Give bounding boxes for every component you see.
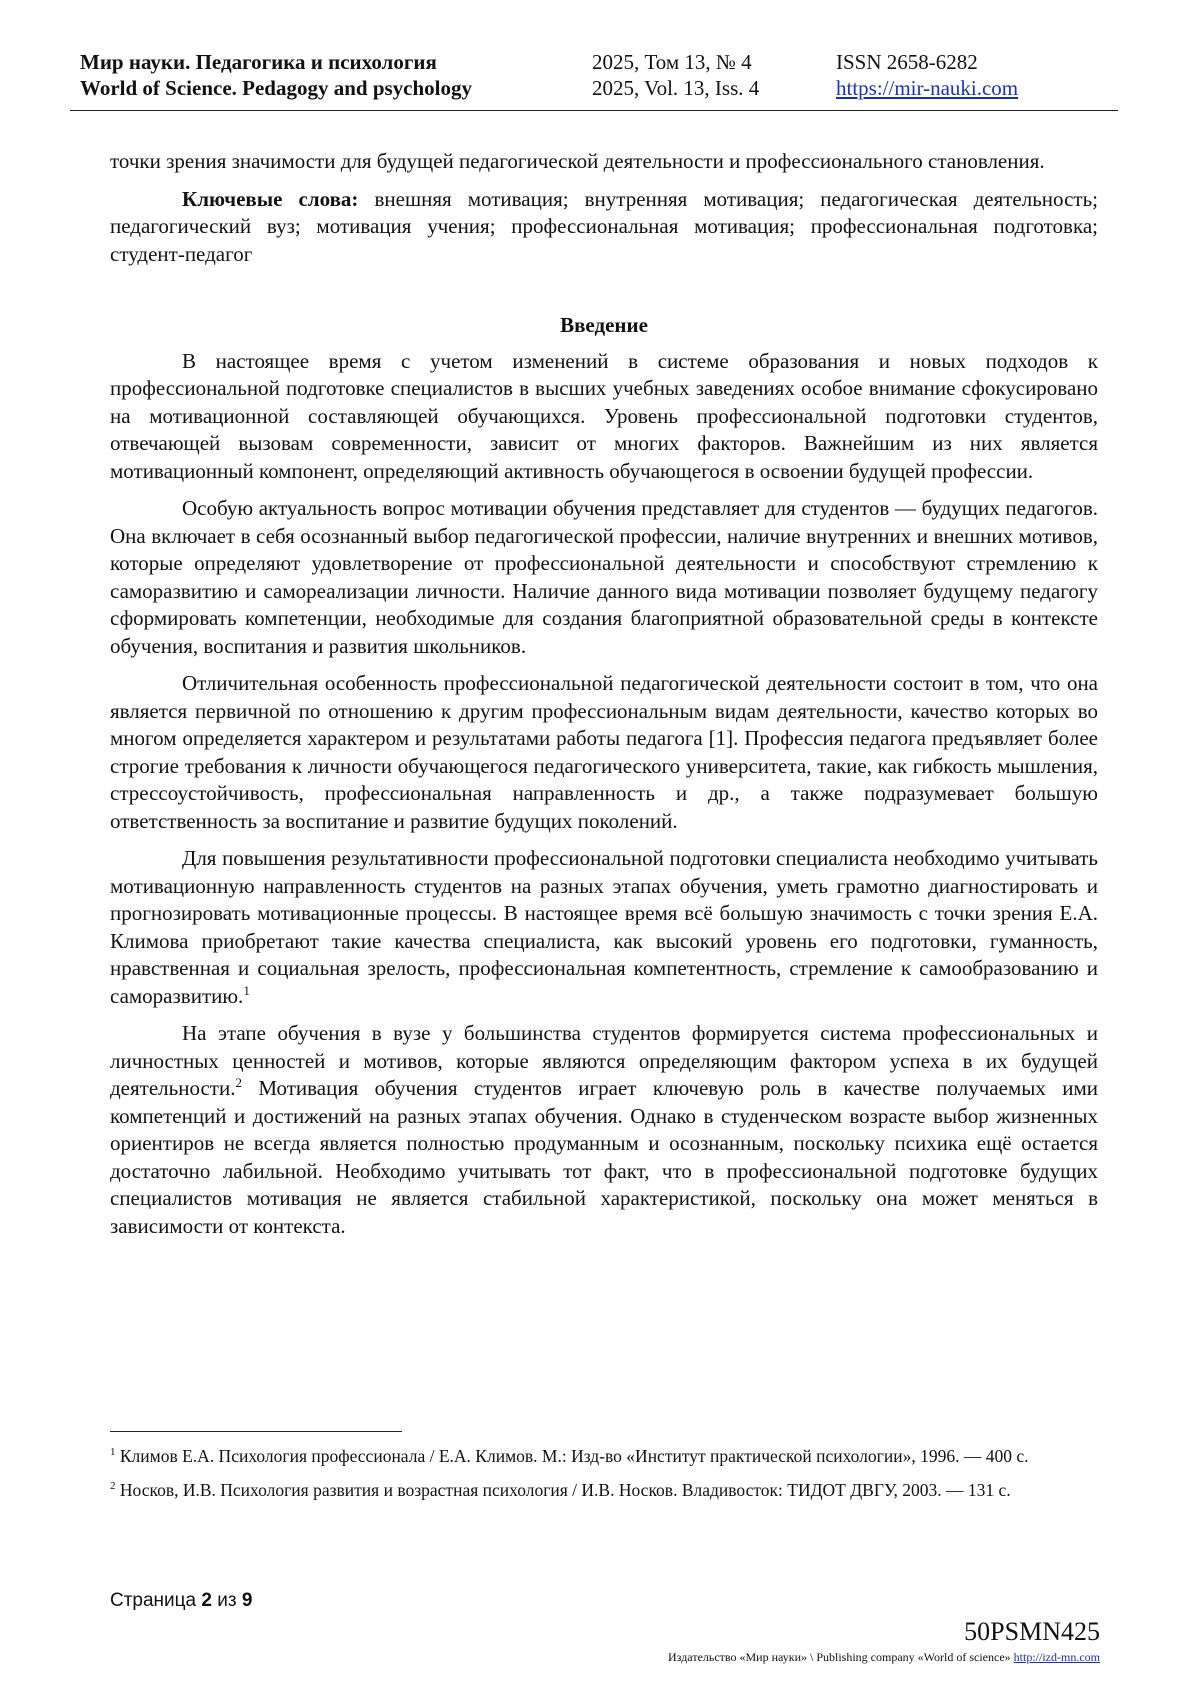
footnote-2: [110, 1478, 1098, 1502]
publisher-text: Издательство «Мир науки» \ Publishing company «World of science»: [668, 1650, 1014, 1664]
paragraph-1: В настоящее время с учетом изменений в системе образования и новых подходов к профессиональной подготовке специалистов в высших учебных заведениях особое внимание сфокусировано на мотивационной составляющей обучающихся. Уровень профессиональной подготовки студентов, отвечающей вызовам современности, зависит от многих факторов. Важнейшим из них является мотивационный компонент, определяющий активность обучающегося в освоении будущей профессии.: [110, 348, 1098, 483]
volume-ru: 2025, Том 13, № 4: [592, 50, 752, 74]
abstract-tail: точки зрения значимости для будущей педагогической деятельности и профессионального становления.: [110, 149, 1045, 173]
page-number: [110, 1590, 252, 1612]
footnote-1-number: 1: [110, 1446, 116, 1459]
keywords-text: внешняя мотивация; внутренняя мотивация; педагогическая деятельность; педагогический вуз; мотивация учения; профессиональная мотивация; профессиональная подготовка; студент-педагог: [110, 186, 1098, 266]
journal-url-link[interactable]: https://mir-nauki.com: [836, 76, 1019, 100]
footnote-2-number: 2: [110, 1480, 116, 1493]
page-current: 2: [201, 1590, 212, 1611]
volume-en: 2025, Vol. 13, Iss. 4: [592, 76, 760, 100]
paragraph-3: Отличительная особенность профессиональной педагогической деятельности состоит в том, что она является первичной по отношению к другим профессиональным видам деятельности, качество которых во многом определяется характером и результатами работы педагога [1]. Профессия педагога предъявляет более строгие требования к личности обучающегося педагогического университета, такие, как гибкость мышления, стрессоустойчивость, профессиональная направленность и др., а также подразумевает большую ответственность за воспитание и развитие будущих поколений.: [110, 671, 1098, 833]
keywords-label: Ключевые слова:: [182, 186, 359, 211]
page-of: из: [217, 1590, 237, 1611]
paragraph-2: Особую актуальность вопрос мотивации обучения представляет для студентов — будущих педагогов. Она включает в себя осознанный выбор педагогической профессии, наличие внутренних и внешних мотивов, которые определяют удовлетворение от профессиональной деятельности и способствуют стремлению к саморазвитию и самореализации личности. Наличие данного вида мотивации позволяет будущему педагогу сформировать компетенции, необходимые для создания благоприятной образовательной среды в контексте обучения, воспитания и развития школьников.: [110, 496, 1098, 658]
paragraph-5-text-a: На этапе обучения в вузе у большинства студентов формируется система профессиональных и личностных ценностей и мотивов, которые являются определяющим фактором успеха в их будущей деятельности.: [110, 1021, 1098, 1100]
paragraph-4: [110, 845, 1098, 1010]
footnotes: [110, 1444, 1098, 1512]
journal-header: [70, 44, 1118, 111]
page-total: 9: [241, 1590, 253, 1611]
section-title: Введение: [560, 313, 648, 337]
journal-title-en: World of Science. Pedagogy and psychology: [80, 76, 473, 100]
footnote-2-text: Носков, И.В. Психология развития и возрастная психология / И.В. Носков. Владивосток: ТИДОТ ДВГУ, 2003. — 131 с.: [115, 1480, 1011, 1500]
footnote-ref-2[interactable]: 2: [235, 1075, 242, 1090]
footnote-divider: [110, 1431, 402, 1432]
footnote-1: [110, 1444, 1098, 1468]
journal-title-ru: Мир науки. Педагогика и психология: [80, 50, 437, 74]
paragraph-4-text: Для повышения результативности профессиональной подготовки специалиста необходимо учитывать мотивационную направленность студентов на разных этапах обучения, уметь грамотно диагностировать и прогнозировать мотивационные процессы. В настоящее время всё большую значимость с точки зрения Е.А. Климова приобретают такие качества специалиста, как высокий уровень его подготовки, гуманность, нравственная и социальная зрелость, профессиональная компетентность, стремление к самообразованию и саморазвитию.: [110, 846, 1098, 1008]
publisher-link[interactable]: http://izd-mn.com: [1013, 1650, 1100, 1664]
issn: ISSN 2658-6282: [836, 50, 978, 74]
page-label: Страница: [110, 1590, 197, 1611]
publisher-line: [668, 1650, 1100, 1665]
paragraph-5-text-b: Мотивация обучения студентов играет ключевую роль в качестве получаемых ими компетенций и достижений на разных этапах обучения. Однако в студенческом возрасте выбор жизненных ориентиров не всегда является полностью продуманным и осознанным, поскольку психика ещё остается достаточно лабильной. Необходимо учитывать тот факт, что в профессиональной подготовке будущих специалистов мотивация не является стабильной характеристикой, поскольку она может меняться в зависимости от контекста.: [110, 1076, 1098, 1238]
footnote-1-text: Климов Е.А. Психология профессионала / Е.А. Климов. М.: Изд-во «Институт практической психологии», 1996. — 400 с.: [115, 1446, 1029, 1466]
footnote-ref-1[interactable]: 1: [243, 982, 250, 998]
paragraph-5: [110, 1020, 1098, 1240]
keywords: [110, 186, 1098, 269]
article-body: [110, 148, 1098, 1250]
article-code: 50PSMN425: [964, 1617, 1100, 1646]
